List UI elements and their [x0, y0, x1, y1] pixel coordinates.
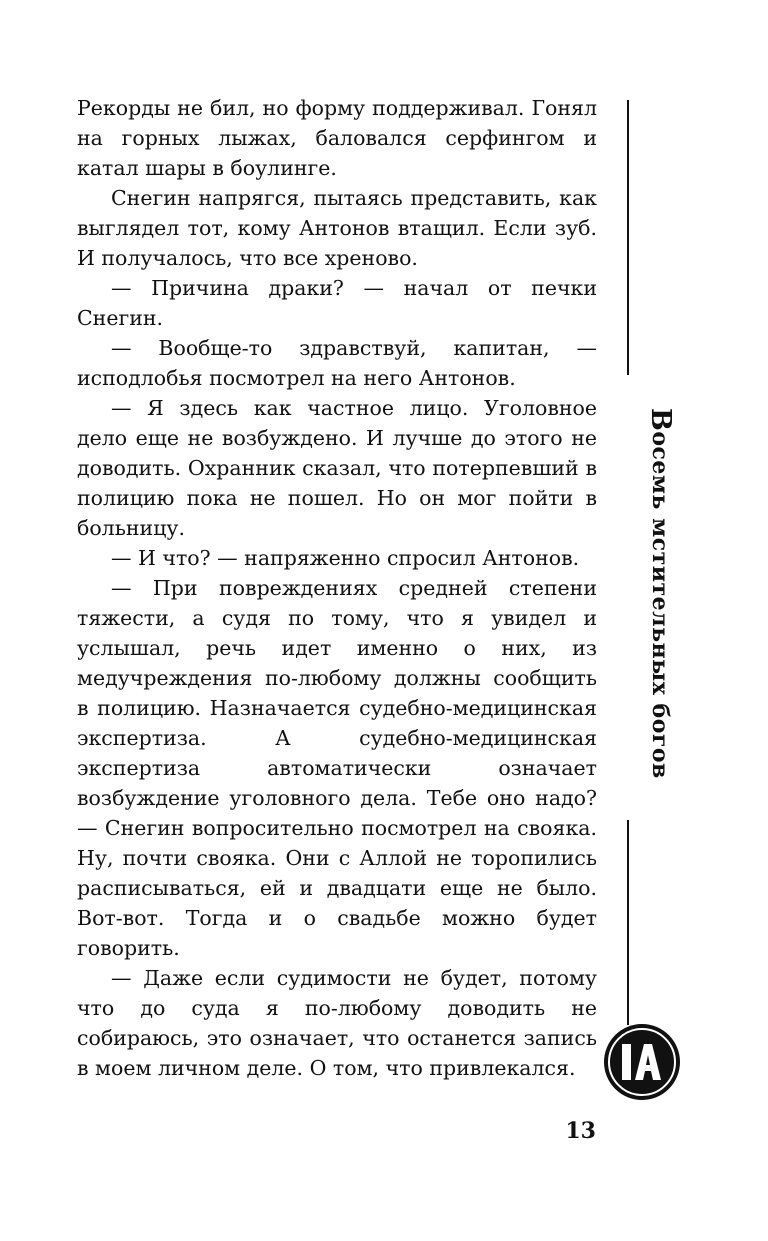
paragraph: — Даже если судимости не будет, потому что до суда я по-любому доводить не собираюсь, это означает, что останется запись в моем личном деле. О том, что привлекался. — [77, 966, 597, 1080]
paragraph: — Причина драки? — начал от печки Снегин. — [77, 276, 597, 330]
paragraph: — Я здесь как частное лицо. Уголовное дело еще не возбуждено. И лучше до этого не доводить. Охранник сказал, что потерпевший в полицию пока не пошел. Но он мог пойти в больницу. — [77, 396, 597, 540]
paragraph: — И что? — напряженно спросил Антонов. — [111, 546, 580, 570]
margin-rule-bottom — [627, 820, 629, 1025]
paragraph: Рекорды не бил, но форму поддерживал. Гонял на горных лыжах, баловался серфингом и катал шары в боулинге. — [77, 96, 597, 180]
margin-rule-top — [627, 100, 629, 375]
running-title — [644, 408, 676, 808]
running-title-rest: осемь мстительных богов — [647, 431, 673, 779]
paragraph: — При повреждениях средней степени тяжести, а судя по тому, что я увидел и услышал, речь идет именно о них, из медучреждения по-любому должны сообщить в полицию. Назначается судебно-медицинская экспертиза. А судебно-медицинская экспертиза автоматически означает возбуждение уголовного дела. Тебе оно надо? — Снегин вопросительно посмотрел на свояка. Ну, почти свояка. Они с Аллой не торопились расписываться, ей и двадцати еще не было. Вот-вот. Тогда и о свадьбе можно будет говорить. — [77, 576, 597, 960]
publisher-logo-icon — [603, 1023, 681, 1101]
paragraph: Снегин напрягся, пытаясь представить, как выглядел тот, кому Антонов втащил. Если зуб. И получалось, что все хреново. — [77, 186, 597, 270]
paragraph: — Вообще-то здравствуй, капитан, — исподлобья посмотрел на него Антонов. — [77, 336, 597, 390]
body-text — [77, 93, 597, 1083]
running-title-initial: В — [645, 408, 676, 432]
page-number: 13 — [565, 1118, 596, 1144]
